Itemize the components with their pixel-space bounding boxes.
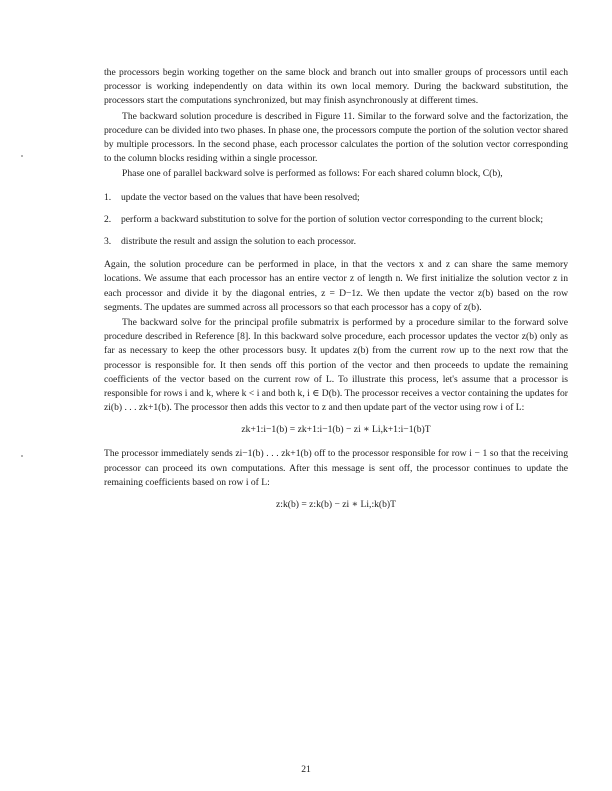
paragraph-principal-profile: The backward solve for the principal profile submatrix is performed by a procedure similar to the forward solve procedure described in Reference [8]. In this backward solve procedure, each processor updates the vector z(b) only as far as necessary to keep the other processors busy. It updates z(b) from the current row up to the next row that the processor is responsible for. It then sends off this portion of the vector and then proceeds to update the remaining coefficients of the vector based on the current row of L. To illustrate this process, let's assume that a processor is responsible for rows i and k, where k < i and both k, i ∈ D(b). The processor receives a vector containing the updates for zi(b) . . . zk+1(b). The processor then adds this vector to z and then update part of the vector using row i of L: <box>104 317 568 414</box>
paragraph-procedure: The backward solution procedure is described in Figure 11. Similar to the forward solve and the factorization, the procedure can be divided into two phases. In phase one, the processors compute the portion of the solution vector shared by multiple processors. In the second phase, each processor calculates the portion of the solution vector corresponding to the column blocks residing within a single processor. <box>104 110 568 165</box>
paragraph-phase-one <box>104 167 568 181</box>
phase-one-text: Phase one of parallel backward solve is performed as follows: For each shared column block, C(b), <box>122 168 503 180</box>
phase-one-steps <box>104 191 568 250</box>
scan-speck <box>21 455 23 457</box>
step-item: 2. perform a backward substitution to solve for the portion of solution vector corresponding to the current block; <box>104 213 544 225</box>
step-item: 3. distribute the result and assign the solution to each processor. <box>104 236 356 248</box>
paragraph-send: The processor immediately sends zi−1(b) . . . zk+1(b) off to the processor responsible for row i − 1 so that the receiving processor can proceed its own computations. After this message is sent off, the processor continues to update the remaining coefficients based on row i of L: <box>104 448 568 488</box>
paragraph-intro: the processors begin working together on the same block and branch out into smaller groups of processors until each processor is working independently on data within its own local memory. During the backward substitution, the processors start the computations synchronized, but may finish asynchronously at different times. <box>104 67 568 107</box>
page-number: 21 <box>301 764 311 775</box>
scan-speck <box>21 155 23 157</box>
equation-update-segment: zk+1:i−1(b) = zk+1:i−1(b) − zi ∗ Li,k+1:i−1(b)T <box>241 424 431 436</box>
paragraph-in-place: Again, the solution procedure can be performed in place, in that the vectors x and z can share the same memory locations. We assume that each processor has an entire vector z of length n. We first initialize the solution vector z in each processor and divide it by the diagonal entries, z = D−1z. We then update the vector z(b) based on the row segments. The updates are summed across all processors so that each processor has a copy of z(b). <box>104 259 568 313</box>
equation-update-remaining: z:k(b) = z:k(b) − zi ∗ Li,:k(b)T <box>276 499 396 511</box>
page-body <box>104 66 568 522</box>
step-item: 1. update the vector based on the values that have been resolved; <box>104 191 360 203</box>
